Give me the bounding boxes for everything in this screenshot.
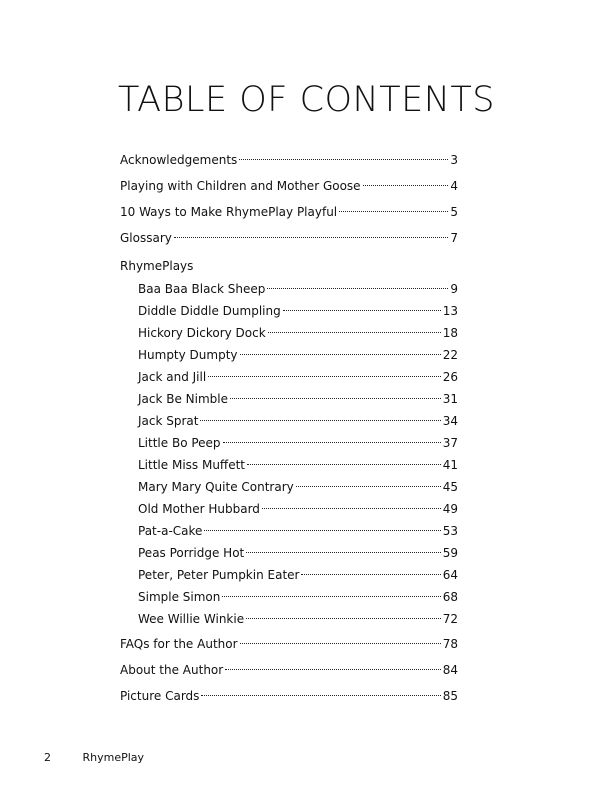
- toc-dot-leader: [296, 486, 441, 487]
- toc-entry-label: Baa Baa Black Sheep: [138, 282, 266, 296]
- toc-entry-page-number: 45: [442, 480, 458, 494]
- footer-page-number: 2: [44, 751, 51, 764]
- toc-entry: [120, 632, 458, 656]
- toc-entry-page-number: 22: [442, 348, 458, 362]
- toc-entry-label: Jack Sprat: [138, 414, 199, 428]
- toc-entry-label: Little Miss Muffett: [138, 458, 245, 472]
- toc-dot-leader: [267, 288, 448, 289]
- toc-entry: [120, 226, 458, 250]
- toc-dot-leader: [246, 552, 440, 553]
- toc-dot-leader: [225, 669, 441, 670]
- toc-entry: [120, 454, 458, 476]
- toc-entry-page-number: 7: [450, 231, 458, 245]
- toc-entry-label: Diddle Diddle Dumpling: [138, 304, 281, 318]
- toc-entry-page-number: 78: [442, 637, 458, 651]
- toc-entry-label: Pat-a-Cake: [138, 524, 203, 538]
- toc-entry: [120, 498, 458, 520]
- toc-entry: [120, 388, 458, 410]
- toc-entry-label: Hickory Dickory Dock: [138, 326, 266, 340]
- toc-rhymeplay-entries: [120, 278, 458, 630]
- toc-entry-label: 10 Ways to Make RhymePlay Playful: [120, 205, 338, 219]
- toc-entry-label: Peas Porridge Hot: [138, 546, 245, 560]
- toc-entry: [120, 542, 458, 564]
- toc-entry-label: Jack Be Nimble: [138, 392, 229, 406]
- toc-entry-label: About the Author: [120, 663, 224, 677]
- toc-dot-leader: [240, 643, 441, 644]
- toc-entry-label: FAQs for the Author: [120, 637, 238, 651]
- toc-bottom-entries: [120, 632, 458, 708]
- toc-dot-leader: [208, 376, 441, 377]
- toc-entry: [120, 684, 458, 708]
- toc-entry: [120, 410, 458, 432]
- toc-entry: [120, 658, 458, 682]
- toc-entry-page-number: 5: [450, 205, 458, 219]
- toc-dot-leader: [230, 398, 441, 399]
- toc-dot-leader: [339, 211, 448, 212]
- page-footer: [44, 751, 144, 764]
- toc-entry-label: Glossary: [120, 231, 172, 245]
- toc-entry: [120, 322, 458, 344]
- toc-dot-leader: [204, 530, 440, 531]
- toc-entry: [120, 300, 458, 322]
- toc-dot-leader: [239, 159, 448, 160]
- toc-entry: [120, 200, 458, 224]
- toc-entry-label: Playing with Children and Mother Goose: [120, 179, 361, 193]
- toc-entry-page-number: 4: [450, 179, 458, 193]
- toc-dot-leader: [222, 596, 440, 597]
- footer-book-title: RhymePlay: [82, 751, 145, 764]
- toc-dot-leader: [240, 354, 441, 355]
- toc-dot-leader: [200, 420, 440, 421]
- toc-entry-page-number: 9: [450, 282, 458, 296]
- toc-entry-page-number: 64: [442, 568, 458, 582]
- toc-entry: [120, 366, 458, 388]
- toc-entry-page-number: 18: [442, 326, 458, 340]
- toc-entry: [120, 476, 458, 498]
- toc-dot-leader: [247, 464, 441, 465]
- table-of-contents: [120, 148, 458, 710]
- toc-entry-label: Acknowledgements: [120, 153, 238, 167]
- toc-section-heading-label: RhymePlays: [120, 259, 194, 273]
- toc-entry-label: Peter, Peter Pumpkin Eater: [138, 568, 300, 582]
- toc-entry-page-number: 13: [442, 304, 458, 318]
- toc-entry-page-number: 3: [450, 153, 458, 167]
- toc-entry-label: Wee Willie Winkie: [138, 612, 245, 626]
- toc-entry-page-number: 37: [442, 436, 458, 450]
- toc-entry-page-number: 34: [442, 414, 458, 428]
- toc-entry-page-number: 59: [442, 546, 458, 560]
- page-title: TABLE OF CONTENTS: [118, 80, 496, 120]
- toc-entry: [120, 520, 458, 542]
- toc-entry-label: Simple Simon: [138, 590, 221, 604]
- toc-entry-page-number: 84: [442, 663, 458, 677]
- toc-dot-leader: [246, 618, 441, 619]
- toc-entry-page-number: 68: [442, 590, 458, 604]
- toc-dot-leader: [283, 310, 441, 311]
- toc-top-entries: [120, 148, 458, 250]
- toc-entry: [120, 344, 458, 366]
- toc-entry: [120, 564, 458, 586]
- toc-entry-label: Jack and Jill: [138, 370, 207, 384]
- toc-entry: [120, 608, 458, 630]
- toc-entry-label: Little Bo Peep: [138, 436, 221, 450]
- toc-entry-page-number: 41: [442, 458, 458, 472]
- toc-dot-leader: [174, 237, 448, 238]
- toc-entry-page-number: 72: [442, 612, 458, 626]
- toc-dot-leader: [223, 442, 441, 443]
- toc-entry: [120, 174, 458, 198]
- toc-dot-leader: [201, 695, 440, 696]
- toc-entry: [120, 148, 458, 172]
- toc-entry-page-number: 26: [442, 370, 458, 384]
- toc-entry-page-number: 85: [442, 689, 458, 703]
- toc-dot-leader: [363, 185, 449, 186]
- toc-entry: [120, 586, 458, 608]
- toc-section-heading: [120, 254, 458, 278]
- toc-dot-leader: [262, 508, 441, 509]
- toc-entry-label: Humpty Dumpty: [138, 348, 238, 362]
- toc-entry-label: Old Mother Hubbard: [138, 502, 260, 516]
- toc-entry-label: Mary Mary Quite Contrary: [138, 480, 294, 494]
- toc-entry-page-number: 53: [442, 524, 458, 538]
- toc-entry: [120, 278, 458, 300]
- toc-entry-label: Picture Cards: [120, 689, 200, 703]
- toc-entry-page-number: 49: [442, 502, 458, 516]
- toc-entry-page-number: 31: [442, 392, 458, 406]
- toc-dot-leader: [301, 574, 440, 575]
- toc-entry: [120, 432, 458, 454]
- toc-dot-leader: [268, 332, 441, 333]
